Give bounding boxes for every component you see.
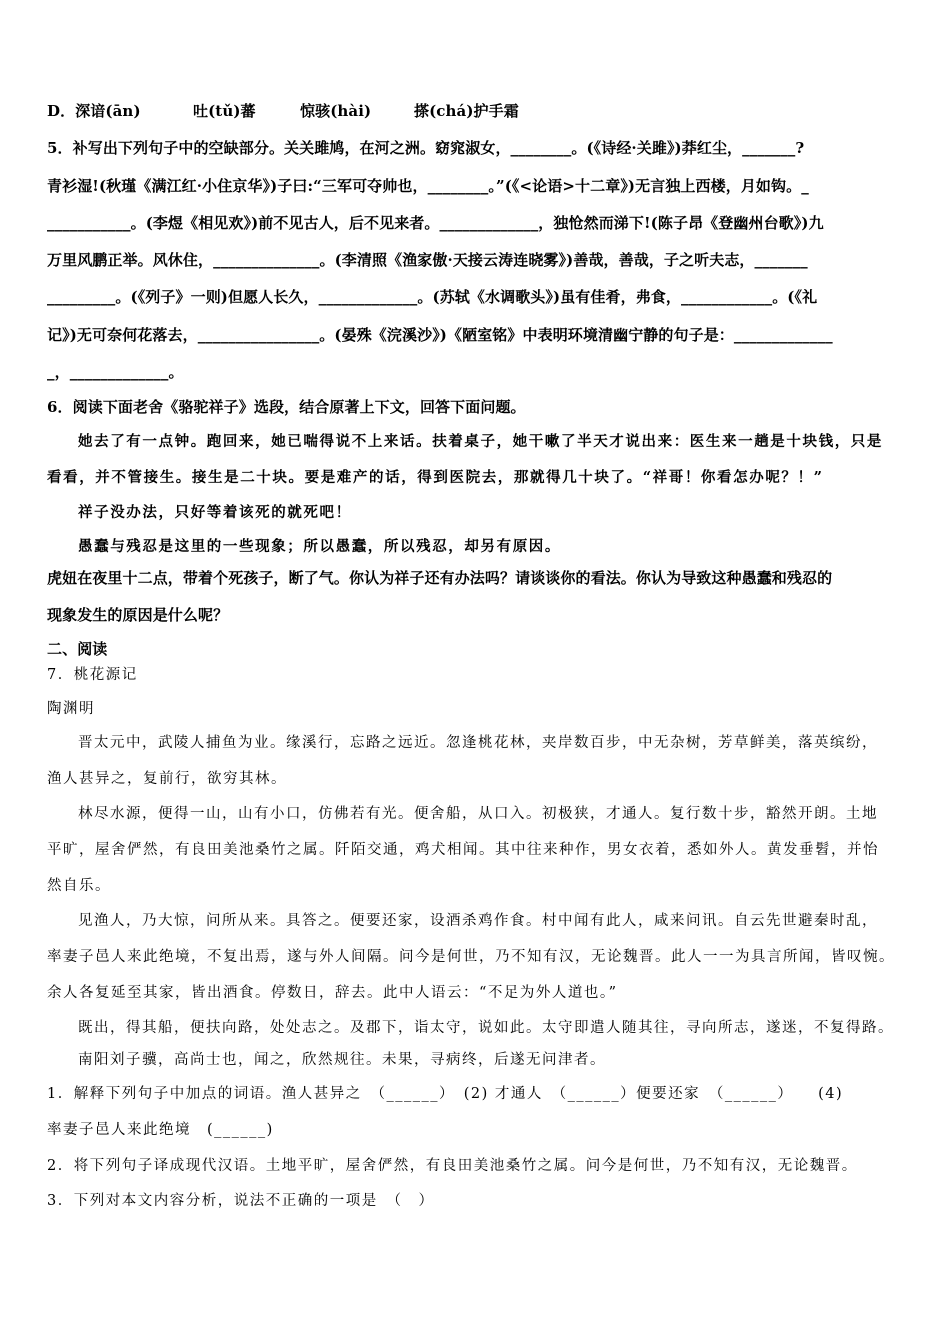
- option-d-label: D．: [47, 102, 76, 120]
- para-2-line-2: 平旷，屋舍俨然，有良田美池桑竹之属。阡陌交通，鸡犬相闻。其中往来种作，男女衣着，悉如外人。黄发垂髫，并怡: [47, 842, 879, 858]
- q5-line-1: 5．补写出下列句子中的空缺部分。关关雎鸠，在河之洲。窈窕淑女，________。(《诗经·关雎》)莽红尘，_______?: [47, 139, 805, 157]
- q5-line-4: 万里风鹏正举。风休住，______________。(李清照《渔家傲·天接云涛连晓雾》)善哉，善哉，子之听夫志，_______: [47, 251, 808, 269]
- q6-excerpt-line-2: 看看，并不管接生。接生是二十块。要是难产的话，得到医院去，那就得几十块了。“祥哥！你看怎办呢？！”: [47, 469, 824, 486]
- q5-line-2: 青衫湿!(秋瑾《满江红·小住京华》)子曰:“三军可夺帅也，________。”(《<论语>十二章》)无言独上西楼，月如钩。_: [47, 177, 809, 195]
- para-3-line-1: 见渔人，乃大惊，问所从来。具答之。便要还家，设酒杀鸡作食。村中闻有此人，咸来问讯。自云先世避秦时乱，: [78, 913, 878, 929]
- q5-line-7: _，_____________。: [47, 363, 184, 381]
- q6-prompt: 6．阅读下面老舍《骆驼祥子》选段，结合原著上下文，回答下面问题。: [47, 398, 526, 416]
- sub-question-1-line-1: 1．解释下列句子中加点的词语。渔人甚异之 （______） (2) 才通人 （______）便要还家 （______） (4): [47, 1086, 844, 1102]
- section-heading: 二、阅读: [47, 640, 108, 658]
- sub-question-1-line-2: 率妻子邑人来此绝境 (______): [47, 1122, 274, 1138]
- para-2-line-1: 林尽水源，便得一山，山有小口，仿佛若有光。便舍船，从口入。初极狭，才通人。复行数十步，豁然开朗。土地: [78, 806, 878, 822]
- q5-line-3: ___________。(李煜《相见欢》)前不见古人，后不见来者。_____________，独怆然而涕下!(陈子昂《登幽州台歌》)九: [47, 214, 824, 232]
- para-4-line-1: 既出，得其船，便扶向路，处处志之。及郡下，诣太守，说如此。太守即遣人随其往，寻向所志，遂迷，不复得路。: [78, 1020, 894, 1036]
- q5-line-6: 记》)无可奈何花落去，________________。(晏殊《浣溪沙》)《陋室铭》中表明环境清幽宁静的句子是：_____________: [47, 326, 833, 344]
- q6-excerpt-line-3: 祥子没办法，只好等着该死的就死吧！: [78, 504, 352, 521]
- para-1-line-1: 晋太元中，武陵人捕鱼为业。缘溪行，忘路之远近。忽逢桃花林，夹岸数百步，中无杂树，芳草鲜美，落英缤纷，: [78, 735, 878, 751]
- option-d-item-4: 搽(chá)护手霜: [414, 102, 519, 120]
- para-3-line-3: 余人各复延至其家，皆出酒食。停数日，辞去。此中人语云：“不足为外人道也。”: [47, 985, 618, 1001]
- option-d-item-2: 吐(tǔ)蕃: [193, 102, 256, 120]
- option-d-item-1: 深谙(ān): [75, 102, 141, 120]
- q6-excerpt-line-4: 愚蠢与残忍是这里的一些现象；所以愚蠢，所以残忍，却另有原因。: [78, 538, 561, 555]
- q5-line-5: _________。(《列子》一则)但愿人长久，_____________。(苏轼《水调歌头》)虽有佳肴，弗食，____________。(《礼: [47, 288, 818, 306]
- para-1-line-2: 渔人甚异之，复前行，欲穷其林。: [47, 771, 287, 787]
- q6-question-line-1: 虎妞在夜里十二点，带着个死孩子，断了气。你认为祥子还有办法吗？请谈谈你的看法。你认为导致这种愚蠢和残忍的: [47, 569, 833, 587]
- option-d-row: [47, 100, 141, 121]
- para-2-line-3: 然自乐。: [47, 878, 111, 894]
- author-name: 陶渊明: [47, 701, 95, 717]
- q6-excerpt-line-1: 她去了有一点钟。跑回来，她已喘得说不上来话。扶着桌子，她干嗽了半天才说出来：医生来一趟是十块钱，只是: [78, 433, 883, 450]
- option-d-item-3: 惊骇(hài): [300, 102, 372, 120]
- q7-title: 7．桃花源记: [47, 667, 138, 683]
- para-5-line-1: 南阳刘子骥，高尚士也，闻之，欣然规往。未果，寻病终，后遂无问津者。: [78, 1052, 606, 1068]
- para-3-line-2: 率妻子邑人来此绝境，不复出焉，遂与外人间隔。问今是何世，乃不知有汉，无论魏晋。此人一一为具言所闻，皆叹惋。: [47, 949, 895, 965]
- q6-question-line-2: 现象发生的原因是什么呢？: [47, 606, 229, 624]
- sub-question-3: 3．下列对本文内容分析，说法不正确的一项是 （ ）: [47, 1193, 435, 1209]
- sub-question-2: 2．将下列句子译成现代汉语。土地平旷，屋舍俨然，有良田美池桑竹之属。问今是何世，乃不知有汉，无论魏晋。: [47, 1158, 858, 1174]
